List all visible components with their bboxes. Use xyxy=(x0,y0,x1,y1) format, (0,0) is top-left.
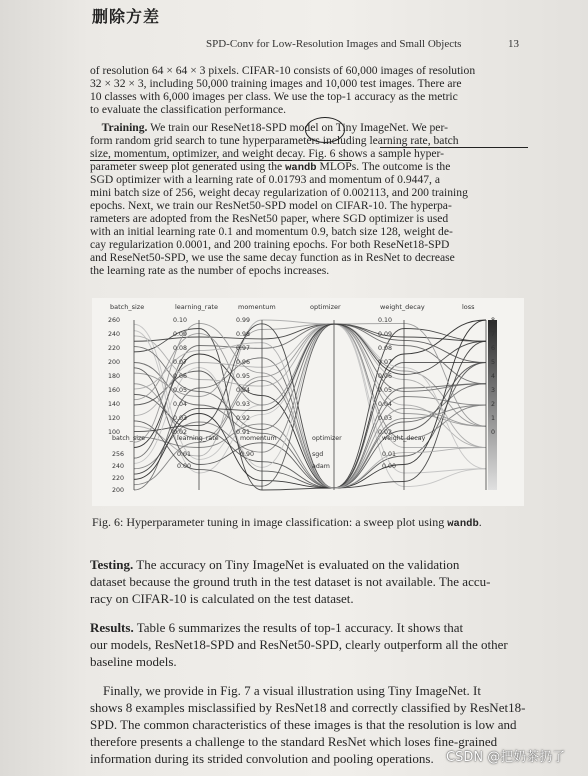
tick-label: 0.02 xyxy=(173,429,188,436)
tick-label: 0.02 xyxy=(378,429,393,436)
axis-bottom-label: batch_size xyxy=(112,435,146,442)
tick-label: 260 xyxy=(108,317,121,324)
tick-label: 0.06 xyxy=(378,373,393,380)
tick-label: 0.08 xyxy=(173,345,188,352)
tick-label: 0.04 xyxy=(378,401,393,408)
axis-bottom-label: learning_rate xyxy=(177,435,219,442)
testing-heading: Testing. xyxy=(90,557,134,572)
lower-tick-label: 240 xyxy=(112,463,125,470)
tick-label: 0.91 xyxy=(236,429,251,436)
text-fragment: Finally, we provide in Fig. 7 a visual illustration using Tiny ImageNet. It xyxy=(103,683,481,698)
code-wandb: wandb xyxy=(285,162,317,174)
axis-name: learning_rate xyxy=(175,303,218,311)
lower-tick-label: 256 xyxy=(112,451,125,458)
tick-label: 0.07 xyxy=(378,359,393,366)
text-line xyxy=(90,619,528,636)
text-line: size, momentum, optimizer, and weight decay. Fig. 6 shows a sample hyper- xyxy=(90,147,445,160)
axis-bottom-label: optimizer xyxy=(312,435,342,442)
tick-label: 8 xyxy=(491,317,496,324)
text-line: epochs. Next, we train our ResNet50-SPD model on CIFAR-10. The hyperpa- xyxy=(90,199,452,212)
pen-underline xyxy=(380,147,528,148)
tick-label: 0.04 xyxy=(173,401,188,408)
tick-label: 0.93 xyxy=(236,401,251,408)
results-heading: Results. xyxy=(90,620,134,635)
text-line: SGD optimizer with a learning rate of 0.01793 and momentum of 0.9447, a xyxy=(90,173,440,186)
caption-text: . xyxy=(478,515,482,529)
figure-caption xyxy=(92,515,482,530)
training-heading: Training. xyxy=(101,121,148,134)
text-line: therefore presents a challenge to the standard ResNet which loses fine-grained xyxy=(90,734,498,749)
tick-label: 220 xyxy=(108,345,121,352)
text-line: baseline models. xyxy=(90,654,177,669)
text-line: cay regularization 0.0001, and 200 training epochs. For both ReseNet18-SPD xyxy=(90,238,450,251)
tick-label: 0.05 xyxy=(378,387,393,394)
text-line: SPD. The common characteristics of these images is that the resolution is low and xyxy=(90,717,517,732)
text-line: the learning rate as the number of epochs increases. xyxy=(90,264,330,277)
tick-label: 0.07 xyxy=(173,359,188,366)
tick-label: 0.06 xyxy=(173,373,188,380)
pen-underline xyxy=(90,160,352,161)
axis-name: optimizer xyxy=(310,303,341,311)
tick-label: 180 xyxy=(108,373,121,380)
running-title: SPD-Conv for Low-Resolution Images and Small Objects xyxy=(206,38,462,50)
tick-label: 0.95 xyxy=(236,373,251,380)
axis-name: batch_size xyxy=(110,303,145,311)
caption-text: Fig. 6: Hyperparameter tuning in image classification: a sweep plot using xyxy=(92,515,448,529)
lower-tick-label: 0.00 xyxy=(177,463,192,470)
tick-label: 0.10 xyxy=(378,317,393,324)
lower-tick-label: 0.01 xyxy=(177,451,192,458)
tick-label: 4 xyxy=(491,373,496,380)
tick-label: 200 xyxy=(108,359,121,366)
lower-tick-label: sgd xyxy=(312,451,324,458)
text-line: 32 × 32 × 3, including 50,000 training images and 10,000 test images. There are xyxy=(90,77,462,90)
tick-label: 7 xyxy=(491,331,496,338)
text-line: information during its strided convolution and pooling operations. xyxy=(90,751,434,766)
tick-label: 0.94 xyxy=(236,387,251,394)
tick-label: 0.03 xyxy=(378,415,393,422)
text-line xyxy=(90,556,528,573)
tick-label: 0.99 xyxy=(236,317,251,324)
pen-circle-annotation xyxy=(305,117,345,143)
axis-name: weight_decay xyxy=(380,303,425,311)
axis-name: loss xyxy=(462,303,475,311)
text-line: and ReseNet50-SPD, we use the same decay function as in ResNet to decrease xyxy=(90,251,455,264)
tick-label: 0 xyxy=(491,429,496,436)
tick-label: 0.10 xyxy=(173,317,188,324)
lower-tick-label: 0.90 xyxy=(240,451,255,458)
tick-label: 0.98 xyxy=(236,331,251,338)
page-number: 13 xyxy=(508,38,519,50)
handwritten-note: 删除方差 xyxy=(92,7,161,26)
tick-label: 120 xyxy=(108,415,121,422)
tick-label: 6 xyxy=(491,345,496,352)
tick-label: 0.97 xyxy=(236,345,251,352)
tick-label: 0.05 xyxy=(173,387,188,394)
intro-paragraph xyxy=(90,64,528,116)
sweep-plot-figure xyxy=(92,298,524,506)
tick-label: 3 xyxy=(491,387,496,394)
lower-tick-label: 200 xyxy=(112,487,125,494)
results-paragraph xyxy=(90,619,528,670)
tick-label: 240 xyxy=(108,331,121,338)
text-line: 10 classes with 6,000 images per class. We use the top-1 accuracy as the metric xyxy=(90,90,458,103)
text-fragment: MLOPs. The outcome is the xyxy=(316,160,451,173)
training-first-line: We train our ReseNet18-SPD model on Tiny ImageNet. We per- xyxy=(150,121,448,134)
tick-label: 0.96 xyxy=(236,359,251,366)
text-line: shows 8 examples misclassified by ResNet18 and correctly classified by ResNet18- xyxy=(90,700,526,715)
text-line: rameters are adopted from the ResNet50 paper, where SGD optimizer is used xyxy=(90,212,449,225)
tick-label: 0.03 xyxy=(173,415,188,422)
axis-name: momentum xyxy=(238,303,276,311)
tick-label: 0.08 xyxy=(378,345,393,352)
testing-paragraph xyxy=(90,556,528,607)
tick-label: 100 xyxy=(108,429,121,436)
text-fragment: Table 6 summarizes the results of top-1 accuracy. It shows that xyxy=(136,620,464,635)
lower-tick-label: 220 xyxy=(112,475,125,482)
text-line: dataset because the ground truth in the test dataset is not available. The accu- xyxy=(90,574,491,589)
tick-label: 2 xyxy=(491,401,496,408)
text-line: of resolution 64 × 64 × 3 pixels. CIFAR-10 consists of 60,000 images of resolution xyxy=(90,64,476,77)
caption-code: wandb xyxy=(447,518,479,530)
lower-tick-label: 0.01 xyxy=(382,451,397,458)
text-fragment: parameter sweep plot generated using the xyxy=(90,160,286,173)
csdn-watermark: CSDN @把奶茶扔了 xyxy=(446,750,566,765)
text-line: mini batch size of 256, weight decay regularization of 0.002113, and 200 training xyxy=(90,186,468,199)
tick-label: 5 xyxy=(491,359,496,366)
tick-label: 140 xyxy=(108,401,121,408)
tick-label: 0.09 xyxy=(378,331,393,338)
tick-label: 1 xyxy=(491,415,496,422)
training-paragraph xyxy=(90,121,528,277)
text-fragment: The accuracy on Tiny ImageNet is evaluated on the validation xyxy=(136,557,460,572)
text-line: with an initial learning rate 0.1 and momentum 0.9, batch size 128, weight de- xyxy=(90,225,453,238)
lower-tick-label: 0.00 xyxy=(382,463,397,470)
lower-tick-label: adam xyxy=(312,463,330,470)
tick-label: 0.09 xyxy=(173,331,188,338)
axis-bottom-label: weight_decay xyxy=(382,435,426,442)
text-line: our models, ResNet18-SPD and ResNet50-SPD, clearly outperform all the other xyxy=(90,637,508,652)
text-line: to evaluate the classification performance. xyxy=(90,103,287,116)
text-line: form random grid search to tune hyperparameters including learning rate, batch xyxy=(90,134,459,147)
text-line xyxy=(90,160,528,173)
text-line: racy on CIFAR-10 is calculated on the test dataset. xyxy=(90,591,354,606)
tick-label: 160 xyxy=(108,387,121,394)
text-line xyxy=(90,682,528,699)
axis-bottom-label: momentum xyxy=(240,435,277,442)
tick-label: 0.92 xyxy=(236,415,251,422)
